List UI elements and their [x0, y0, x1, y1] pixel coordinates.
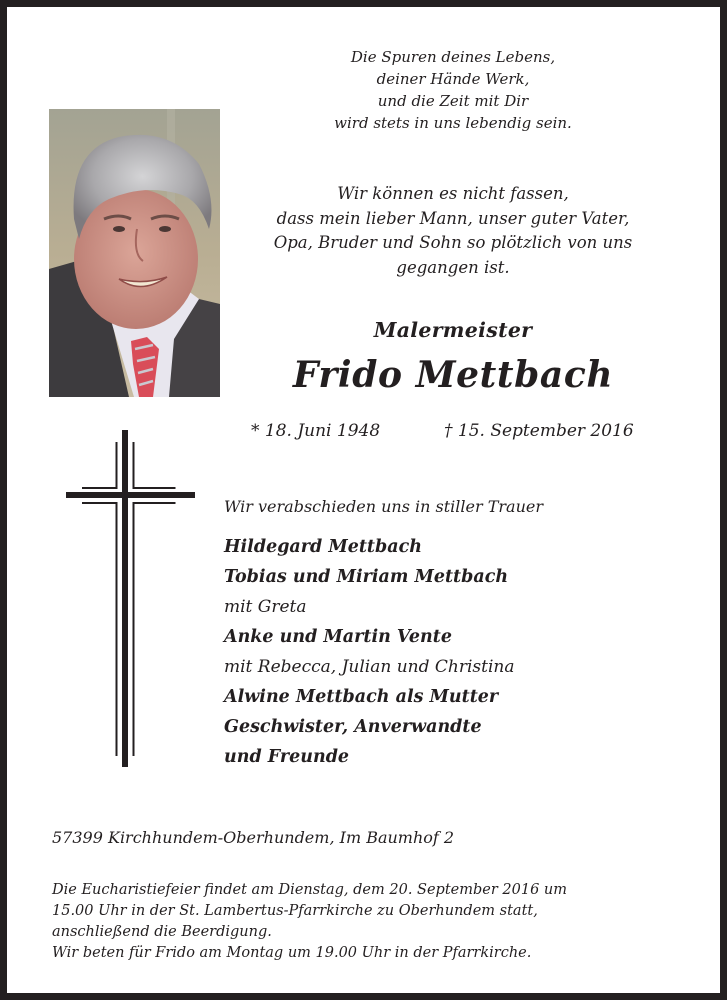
service-line: Wir beten für Frido am Montag um 19.00 Uhr in der Pfarrkirche.	[52, 945, 532, 961]
poem-line: Die Spuren deines Lebens,	[350, 48, 556, 66]
announcement-line: Wir können es nicht fassen,	[337, 184, 569, 203]
service-line: anschließend die Beerdigung.	[52, 924, 272, 940]
mourner-line: und Freunde	[224, 747, 350, 767]
portrait-image	[49, 109, 220, 397]
announcement-line: Opa, Bruder und Sohn so plötzlich von uns	[273, 233, 633, 252]
mourners-intro: Wir verabschieden uns in stiller Trauer	[224, 497, 544, 516]
deceased-profession: Malermeister	[373, 318, 533, 342]
announcement-line: dass mein lieber Mann, unser guter Vater,	[276, 208, 630, 228]
poem-verse	[257, 46, 649, 134]
mourner-line: Geschwister, Anverwandte	[224, 717, 482, 737]
announcement-text	[232, 182, 674, 280]
service-info	[52, 880, 712, 964]
service-line: Die Eucharistiefeier findet am Dienstag, dem 20. September 2016 um	[52, 882, 567, 898]
poem-line: und die Zeit mit Dir	[377, 92, 529, 110]
mourner-line: Tobias und Miriam Mettbach	[224, 567, 509, 587]
mourner-line: Hildegard Mettbach	[224, 537, 422, 557]
mourner-line: Anke und Martin Vente	[224, 627, 452, 647]
birth-date: * 18. Juni 1948	[251, 421, 381, 441]
poem-line: deiner Hände Werk,	[376, 70, 530, 88]
service-line: 15.00 Uhr in der St. Lambertus-Pfarrkirche zu Oberhundem statt,	[52, 903, 538, 919]
latin-cross-icon	[65, 430, 197, 768]
mourner-line: Alwine Mettbach als Mutter	[224, 687, 499, 707]
family-address: 57399 Kirchhundem-Oberhundem, Im Baumhof 2	[52, 828, 455, 847]
obituary-card	[7, 7, 720, 993]
mourners-list	[224, 494, 543, 772]
mourner-line: mit Greta	[224, 597, 307, 617]
deceased-name: Frido Mettbach	[292, 354, 614, 396]
portrait-photo	[49, 109, 220, 397]
announcement-line: gegangen ist.	[396, 257, 510, 277]
death-date: † 15. September 2016	[444, 421, 634, 441]
mourner-line: mit Rebecca, Julian und Christina	[224, 657, 515, 677]
poem-line: wird stets in uns lebendig sein.	[334, 114, 572, 132]
